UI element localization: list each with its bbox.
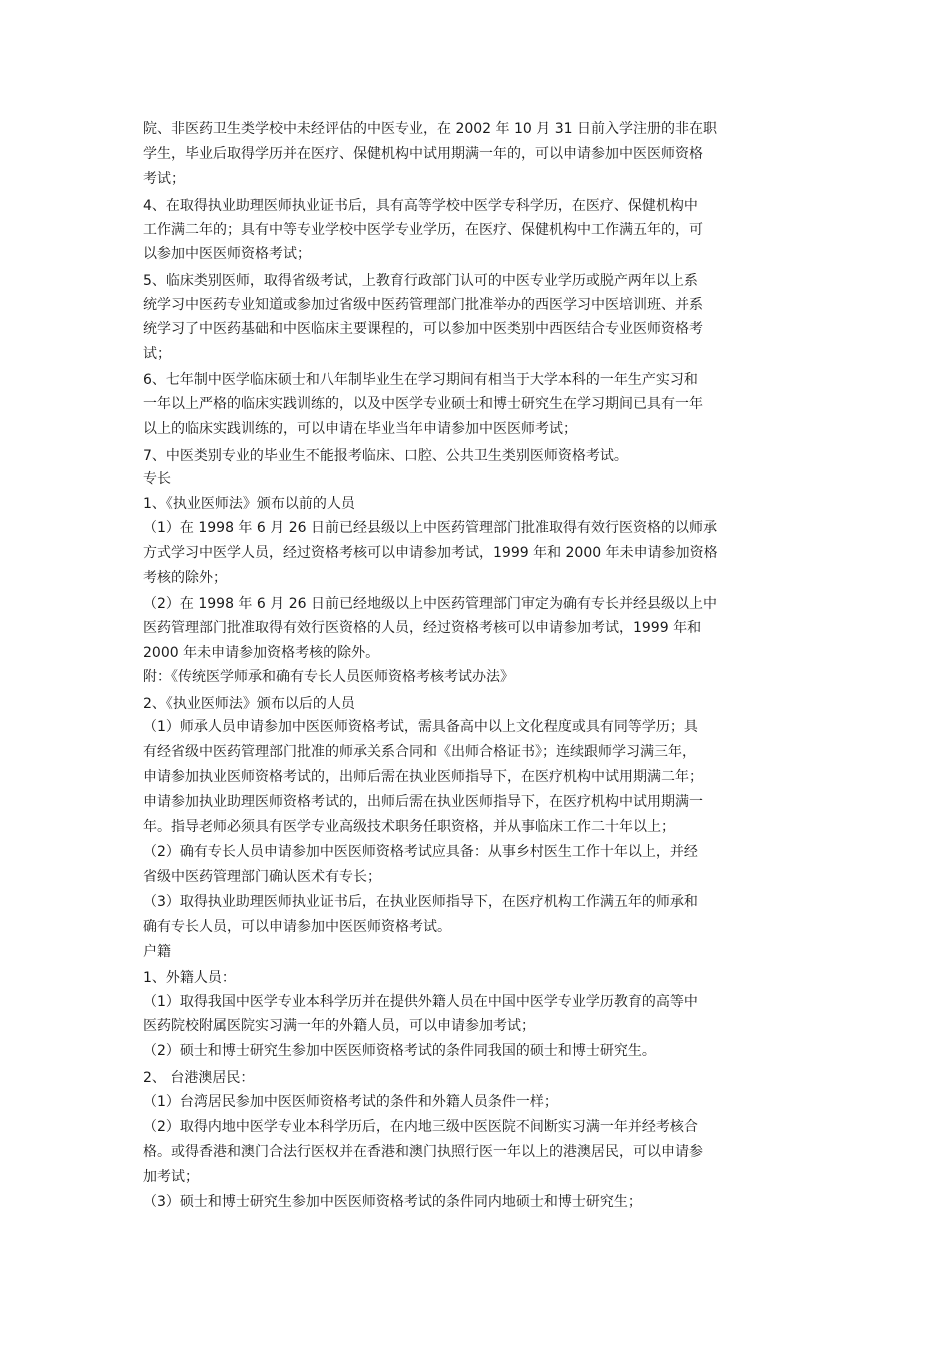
text-line: 考试；	[143, 171, 185, 187]
text-line: （1）师承人员申请参加中医医师资格考试，需具备高中以上文化程度或具有同等学历；具	[143, 719, 698, 735]
text-line: 试；	[143, 346, 171, 362]
text-line: 6、七年制中医学临床硕士和八年制毕业生在学习期间有相当于大学本科的一年生产实习和	[143, 372, 698, 388]
text-line: 有经省级中医药管理部门批准的师承关系合同和《出师合格证书》；连续跟师学习满三年，	[143, 744, 696, 760]
text-line: 统学习中医药专业知道或参加过省级中医药管理部门批准举办的西医学习中医培训班、并系	[143, 297, 703, 313]
text-line: 学生，毕业后取得学历并在医疗、保健机构中试用期满一年的，可以申请参加中医医师资格	[143, 146, 703, 162]
text-line: 5、临床类别医师，取得省级考试，上教育行政部门认可的中医专业学历或脱产两年以上系	[143, 273, 698, 289]
text-line: （2）取得内地中医学专业本科学历后，在内地三级中医医院不间断实习满一年并经考核合	[143, 1119, 698, 1135]
text-line: 2、 台港澳居民：	[143, 1070, 255, 1086]
text-line: 以参加中医医师资格考试；	[143, 246, 311, 262]
text-line: （1）台湾居民参加中医医师资格考试的条件和外籍人员条件一样；	[143, 1094, 558, 1110]
text-line: 医药院校附属医院实习满一年的外籍人员，可以申请参加考试；	[143, 1018, 535, 1034]
text-line: 一年以上严格的临床实践训练的，以及中医学专业硕士和博士研究生在学习期间已具有一年	[143, 396, 703, 412]
text-line: 2、《执业医师法》颁布以后的人员	[143, 696, 355, 712]
text-line: 1、外籍人员：	[143, 970, 236, 986]
text-line: 考核的除外；	[143, 570, 227, 586]
section-heading: 专长	[143, 471, 171, 487]
text-line: 2000 年未申请参加资格考核的除外。	[143, 645, 380, 661]
text-line: 院、非医药卫生类学校中未经评估的中医专业，在 2002 年 10 月 31 日前入学注册的非在职	[143, 121, 717, 137]
text-line: 年。指导老师必须具有医学专业高级技术职务任职资格，并从事临床工作二十年以上；	[143, 819, 675, 835]
text-line: 统学习了中医药基础和中医临床主要课程的，可以参加中医类别中西医结合专业医师资格考	[143, 321, 703, 337]
text-line: 省级中医药管理部门确认医术有专长；	[143, 869, 381, 885]
text-line: 7、中医类别专业的毕业生不能报考临床、口腔、公共卫生类别医师资格考试。	[143, 448, 628, 464]
text-line: 以上的临床实践训练的，可以申请在毕业当年申请参加中医医师考试；	[143, 421, 577, 437]
text-line: （3）取得执业助理医师执业证书后，在执业医师指导下，在医疗机构工作满五年的师承和	[143, 894, 698, 910]
text-line: 申请参加执业助理医师资格考试的，出师后需在执业医师指导下，在医疗机构中试用期满一	[143, 794, 703, 810]
text-line: 格。或得香港和澳门合法行医权并在香港和澳门执照行医一年以上的港澳居民，可以申请参	[143, 1144, 703, 1160]
text-line: （3）硕士和博士研究生参加中医医师资格考试的条件同内地硕士和博士研究生；	[143, 1194, 642, 1210]
text-line: 1、《执业医师法》颁布以前的人员	[143, 496, 355, 512]
text-line: 方式学习中医学人员，经过资格考核可以申请参加考试，1999 年和 2000 年未申请参加资格	[143, 545, 718, 561]
text-line: 申请参加执业医师资格考试的，出师后需在执业医师指导下，在医疗机构中试用期满二年；	[143, 769, 703, 785]
text-line: （2）确有专长人员申请参加中医医师资格考试应具备：从事乡村医生工作十年以上，并经	[143, 844, 698, 860]
text-line: 4、在取得执业助理医师执业证书后，具有高等学校中医学专科学历，在医疗、保健机构中	[143, 198, 698, 214]
section-heading: 户籍	[143, 944, 171, 960]
text-line: （2）在 1998 年 6 月 26 日前已经地级以上中医药管理部门审定为确有专长并经县级以上中	[143, 596, 717, 612]
text-line: 确有专长人员，可以申请参加中医医师资格考试。	[143, 919, 451, 935]
text-line: （1）在 1998 年 6 月 26 日前已经县级以上中医药管理部门批准取得有效行医资格的以师承	[143, 520, 717, 536]
text-line: （2）硕士和博士研究生参加中医医师资格考试的条件同我国的硕士和博士研究生。	[143, 1043, 656, 1059]
text-line: 工作满二年的；具有中等专业学校中医学专业学历，在医疗、保健机构中工作满五年的，可	[143, 222, 703, 238]
text-line: （1）取得我国中医学专业本科学历并在提供外籍人员在中国中医学专业学历教育的高等中	[143, 994, 698, 1010]
text-line: 医药管理部门批准取得有效行医资格的人员，经过资格考核可以申请参加考试，1999 年和	[143, 620, 702, 636]
text-line: 加考试；	[143, 1169, 199, 1185]
text-line: 附：《传统医学师承和确有专长人员医师资格考核考试办法》	[143, 669, 514, 685]
